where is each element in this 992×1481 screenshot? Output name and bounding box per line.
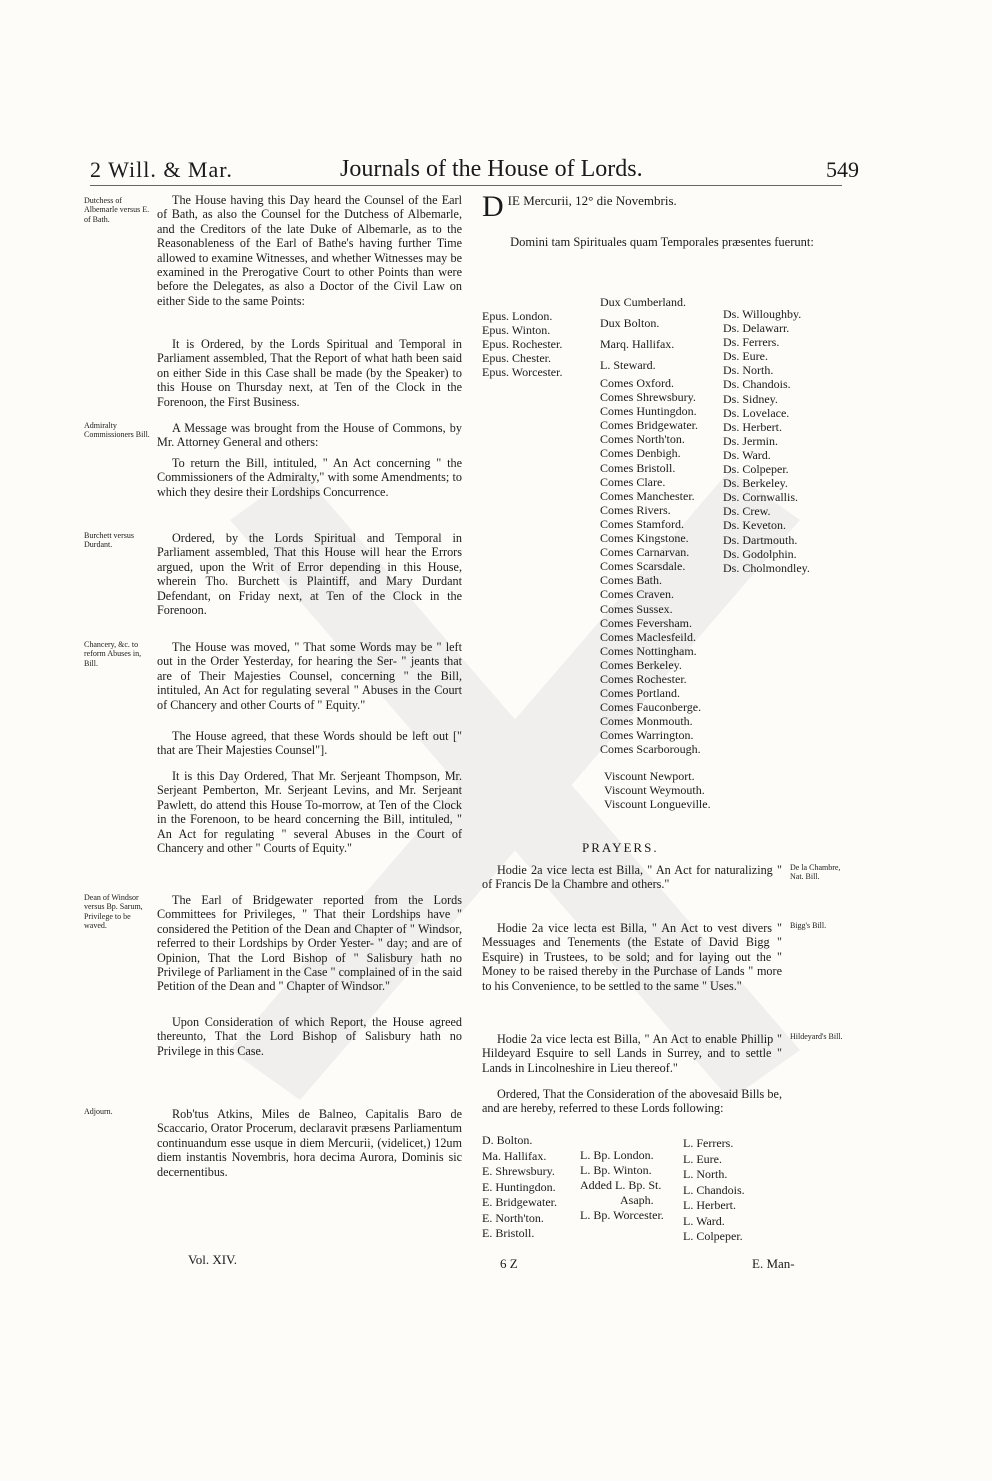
list-item: Dux Bolton.	[600, 316, 660, 330]
paragraph: To return the Bill, intituled, " An Act concerning " the Commissioners of the Admiralty," with some Amendments; to which they desire their Lordships Concurrence.	[157, 456, 462, 499]
paragraph: The House was moved, " That some Words may be " left out in the Order Yesterday, for hearing the Ser- " jeants that are of Their Majesties Counsel, concerning " the Bill, intituled, An Act for regulating several " Abuses in the Court of Chancery and other Courts of " Equity."	[157, 640, 462, 712]
catchword: E. Man-	[752, 1256, 795, 1271]
list-item: Ds. Colpeper.	[723, 462, 789, 477]
paragraph: Ordered, by the Lords Spiritual and Temporal in Parliament assembled, That this House will hear the Errors argued, upon the Writ of Error depending in this House, wherein Tho. Burchett is Plaintiff, and Mary Durdant Defendant, on Friday next, at Ten of the Clock in the Forenoon.	[157, 531, 462, 618]
signature-mark: 6 Z	[500, 1256, 518, 1271]
barons-list	[723, 307, 810, 575]
list-item: Ds. Ward.	[723, 447, 771, 462]
order-paragraph: Ordered, That the Consideration of the abovesaid Bills be, and are hereby, referred to these Lords following:	[482, 1087, 782, 1116]
list-item: L. Colpeper.	[683, 1229, 743, 1243]
list-item: L. Ward.	[683, 1213, 725, 1228]
list-item: Comes Maclesfeild.	[600, 629, 696, 644]
list-item: L. North.	[683, 1167, 728, 1181]
earls-list	[600, 376, 701, 757]
list-item: Epus. Winton.	[482, 323, 551, 338]
committee-list-bishops	[580, 1148, 664, 1223]
list-item: Comes Monmouth.	[600, 714, 693, 729]
list-item: Ds. Herbert.	[723, 419, 782, 434]
list-item: Comes Sussex.	[600, 601, 673, 616]
list-item: Ma. Hallifax.	[482, 1148, 547, 1163]
list-item: Ds. Dartmouth.	[723, 532, 798, 547]
list-item: Comes Rochester.	[600, 671, 687, 686]
list-item: Viscount Weymouth.	[604, 783, 705, 798]
sitting-date	[482, 190, 677, 223]
margin-note: Admiralty Commissioners Bill.	[84, 421, 150, 440]
paragraph: The House agreed, that these Words should be left out [" that are Their Majesties Counsel"].	[157, 729, 462, 758]
list-item: Comes Kingstone.	[600, 531, 689, 546]
committee-list-barons	[683, 1136, 745, 1245]
paragraph: It is this Day Ordered, That Mr. Serjeant Thompson, Mr. Serjeant Pemberton, Mr. Serjeant Levins, and Mr. Serjeant Pawlett, do attend this House To-morrow, at Ten of the Clock in the Forenoon, to be heard concerning the Bill, intituled, " An Act for regulating " several Abuses in the Court of Chancery and other " Courts of Equity."	[157, 769, 462, 856]
paragraph: Upon Consideration of which Report, the House agreed thereunto, That the Lord Bishop of Salisbury hath no Privilege in this Case.	[157, 1015, 462, 1058]
list-item: E. Huntingdon.	[482, 1179, 556, 1194]
list-item: Comes Clare.	[600, 474, 666, 489]
list-item: L. Eure.	[683, 1151, 722, 1166]
list-item: Ds. Ferrers.	[723, 335, 780, 350]
attendance-heading: Domini tam Spirituales quam Temporales præsentes fuerunt:	[510, 235, 814, 249]
list-item: L. Chandois.	[683, 1182, 745, 1197]
list-item: Comes Bristoll.	[600, 460, 676, 475]
margin-note: Hildeyard's Bill.	[790, 1032, 843, 1041]
list-item: Comes Nottingham.	[600, 643, 697, 658]
list-item: Comes Feversham.	[600, 615, 692, 630]
header-rule	[90, 185, 842, 186]
list-item: Dux Cumberland.	[600, 295, 686, 309]
prayers-heading: PRAYERS.	[582, 840, 659, 855]
list-item: Comes Scarsdale.	[600, 559, 686, 574]
volume-label: Vol. XIV.	[188, 1252, 238, 1267]
list-item: Ds. North.	[723, 363, 774, 378]
dukes-list	[600, 292, 686, 376]
paragraph: The House having this Day heard the Counsel of the Earl of Bath, as also the Counsel for the Dutchess of Albemarle, and the Creditors of the late Duke of Albemarle, as to the Reasonableness of the Earl of Bathe's having further Time allowed to examine Witnesses, and whether Witnesses may be examined in the Prerogative Court to other Points than were before the Delegates, as also a Doctor of the Civil Law on either Side to the same Points:	[157, 193, 462, 308]
list-item: Ds. Cornwallis.	[723, 490, 798, 505]
paragraph: Rob'tus Atkins, Miles de Balneo, Capitalis Baro de Scaccario, Orator Procerum, declaravit præsens Parliamentum continuandum esse usque in diem Mercurii, (videlicet,) 12um diem instantis Novembris, hora decima Aurora, Dominis sic decernentibus.	[157, 1107, 462, 1179]
bill-entry: Hodie 2a vice lecta est Billa, " An Act for naturalizing " of Francis De la Chambre and others."	[482, 863, 782, 892]
margin-note: Bigg's Bill.	[790, 921, 827, 930]
list-item: Epus. London.	[482, 309, 553, 323]
list-item: Marq. Hallifax.	[600, 337, 675, 351]
paragraph: The Earl of Bridgewater reported from the Lords Committees for Privileges, " That their Lordships have " considered the Petition of the Dean and Chapter of " Windsor, referred to their Lordships by Order Yester- " day; and are of Opinion, That the Lord Bishop of " Salisbury hath no Privilege of Parliament in the Case " complained of in the said Petition of the Dean and " Chapter of Windsor."	[157, 893, 462, 994]
running-head-left: 2 Will. & Mar.	[90, 157, 233, 182]
list-item: Comes Warrington.	[600, 728, 694, 743]
list-item: Comes North'ton.	[600, 432, 685, 447]
list-item: L. Ferrers.	[683, 1136, 734, 1150]
margin-note: Chancery, &c. to reform Abuses in, Bill.	[84, 640, 142, 668]
list-item: Ds. Lovelace.	[723, 405, 790, 420]
paragraph: It is Ordered, by the Lords Spiritual and Temporal in Parliament assembled, That the Report of what hath been said on either Side in this Case shall be made (by the Speaker) to this House on Thursday next, at Ten of the Clock in the Forenoon, the First Business.	[157, 337, 462, 409]
list-item: Viscount Longueville.	[604, 797, 711, 812]
list-item: E. North'ton.	[482, 1210, 544, 1225]
bill-entry: Hodie 2a vice lecta est Billa, " An Act to enable Phillip " Hildeyard Esquire to sell Lands in Surrey, and to settle " Lands in Lincolneshire in Lieu thereof."	[482, 1032, 782, 1075]
list-item: Ds. Chandois.	[723, 377, 791, 392]
list-item: Comes Portland.	[600, 686, 680, 701]
list-item: E. Bridgewater.	[482, 1195, 557, 1209]
list-item: L. Bp. London.	[580, 1148, 654, 1162]
drop-cap: D	[482, 190, 504, 223]
list-item: E. Bristoll.	[482, 1226, 535, 1240]
running-head-title: Journals of the House of Lords.	[340, 156, 643, 182]
list-item: Comes Craven.	[600, 587, 674, 602]
list-item: Comes Scarborough.	[600, 742, 701, 757]
list-item: Added L. Bp. St.	[580, 1178, 662, 1192]
viscounts-list	[604, 769, 711, 811]
list-item: D. Bolton.	[482, 1133, 533, 1147]
list-item: Epus. Chester.	[482, 351, 551, 366]
margin-note: De la Chambre, Nat. Bill.	[790, 863, 841, 882]
list-item: Ds. Crew.	[723, 504, 771, 519]
list-item: Comes Oxford.	[600, 376, 674, 390]
list-item: Comes Bridgewater.	[600, 418, 698, 433]
list-item: Ds. Delawarr.	[723, 321, 790, 336]
list-item: Epus. Worcester.	[482, 365, 563, 380]
list-item: Ds. Sidney.	[723, 391, 778, 406]
list-item: Viscount Newport.	[604, 769, 695, 783]
list-item: Comes Bath.	[600, 573, 662, 588]
bishops-list	[482, 309, 562, 379]
list-item: Ds. Jermin.	[723, 433, 778, 448]
bill-entry: Hodie 2a vice lecta est Billa, " An Act to vest divers " Messuages and Tenements (the Estate of David Bigg " Esquire) in Trustees, to be sold; and for laying out the " Money to be raised thereby in the Purchase of Lands " more to his Convenience, to be settled to the same " Uses."	[482, 921, 782, 993]
list-item: Comes Denbigh.	[600, 446, 681, 461]
list-item: Ds. Cholmondley.	[723, 560, 810, 575]
list-item: Comes Fauconberge.	[600, 700, 702, 715]
list-item: Comes Berkeley.	[600, 657, 682, 672]
list-item: Ds. Keveton.	[723, 518, 786, 533]
list-item: E. Shrewsbury.	[482, 1164, 555, 1178]
sitting-date-text: IE Mercurii, 12° die Novembris.	[507, 193, 677, 208]
list-item: Comes Shrewsbury.	[600, 390, 696, 405]
list-item: Comes Huntingdon.	[600, 404, 697, 419]
list-item: Epus. Rochester.	[482, 337, 563, 352]
list-item: Comes Stamford.	[600, 516, 684, 531]
margin-note: Dutchess of Albemarle versus E. of Bath.	[84, 196, 150, 224]
margin-note: Dean of Windsor versus Bp. Sarum, Privilege to be waved.	[84, 893, 143, 930]
list-item: L. Bp. Worcester.	[580, 1208, 664, 1222]
list-item: Ds. Berkeley.	[723, 476, 788, 491]
margin-note: Burchett versus Durdant.	[84, 531, 134, 550]
list-item: L. Steward.	[600, 358, 656, 372]
paragraph: A Message was brought from the House of Commons, by Mr. Attorney General and others:	[157, 421, 462, 450]
margin-note: Adjourn.	[84, 1107, 113, 1116]
list-item: L. Bp. Winton.	[580, 1163, 652, 1177]
list-item: Ds. Godolphin.	[723, 546, 797, 561]
list-item: Comes Manchester.	[600, 488, 695, 503]
page-number: 549	[826, 157, 859, 182]
list-item: Comes Carnarvan.	[600, 545, 690, 560]
list-item: Ds. Eure.	[723, 349, 768, 364]
list-item: L. Herbert.	[683, 1198, 736, 1212]
committee-list-dukes-earls	[482, 1133, 557, 1242]
list-item: Asaph.	[620, 1193, 654, 1207]
list-item: Ds. Willoughby.	[723, 307, 802, 321]
list-item: Comes Rivers.	[600, 502, 671, 517]
